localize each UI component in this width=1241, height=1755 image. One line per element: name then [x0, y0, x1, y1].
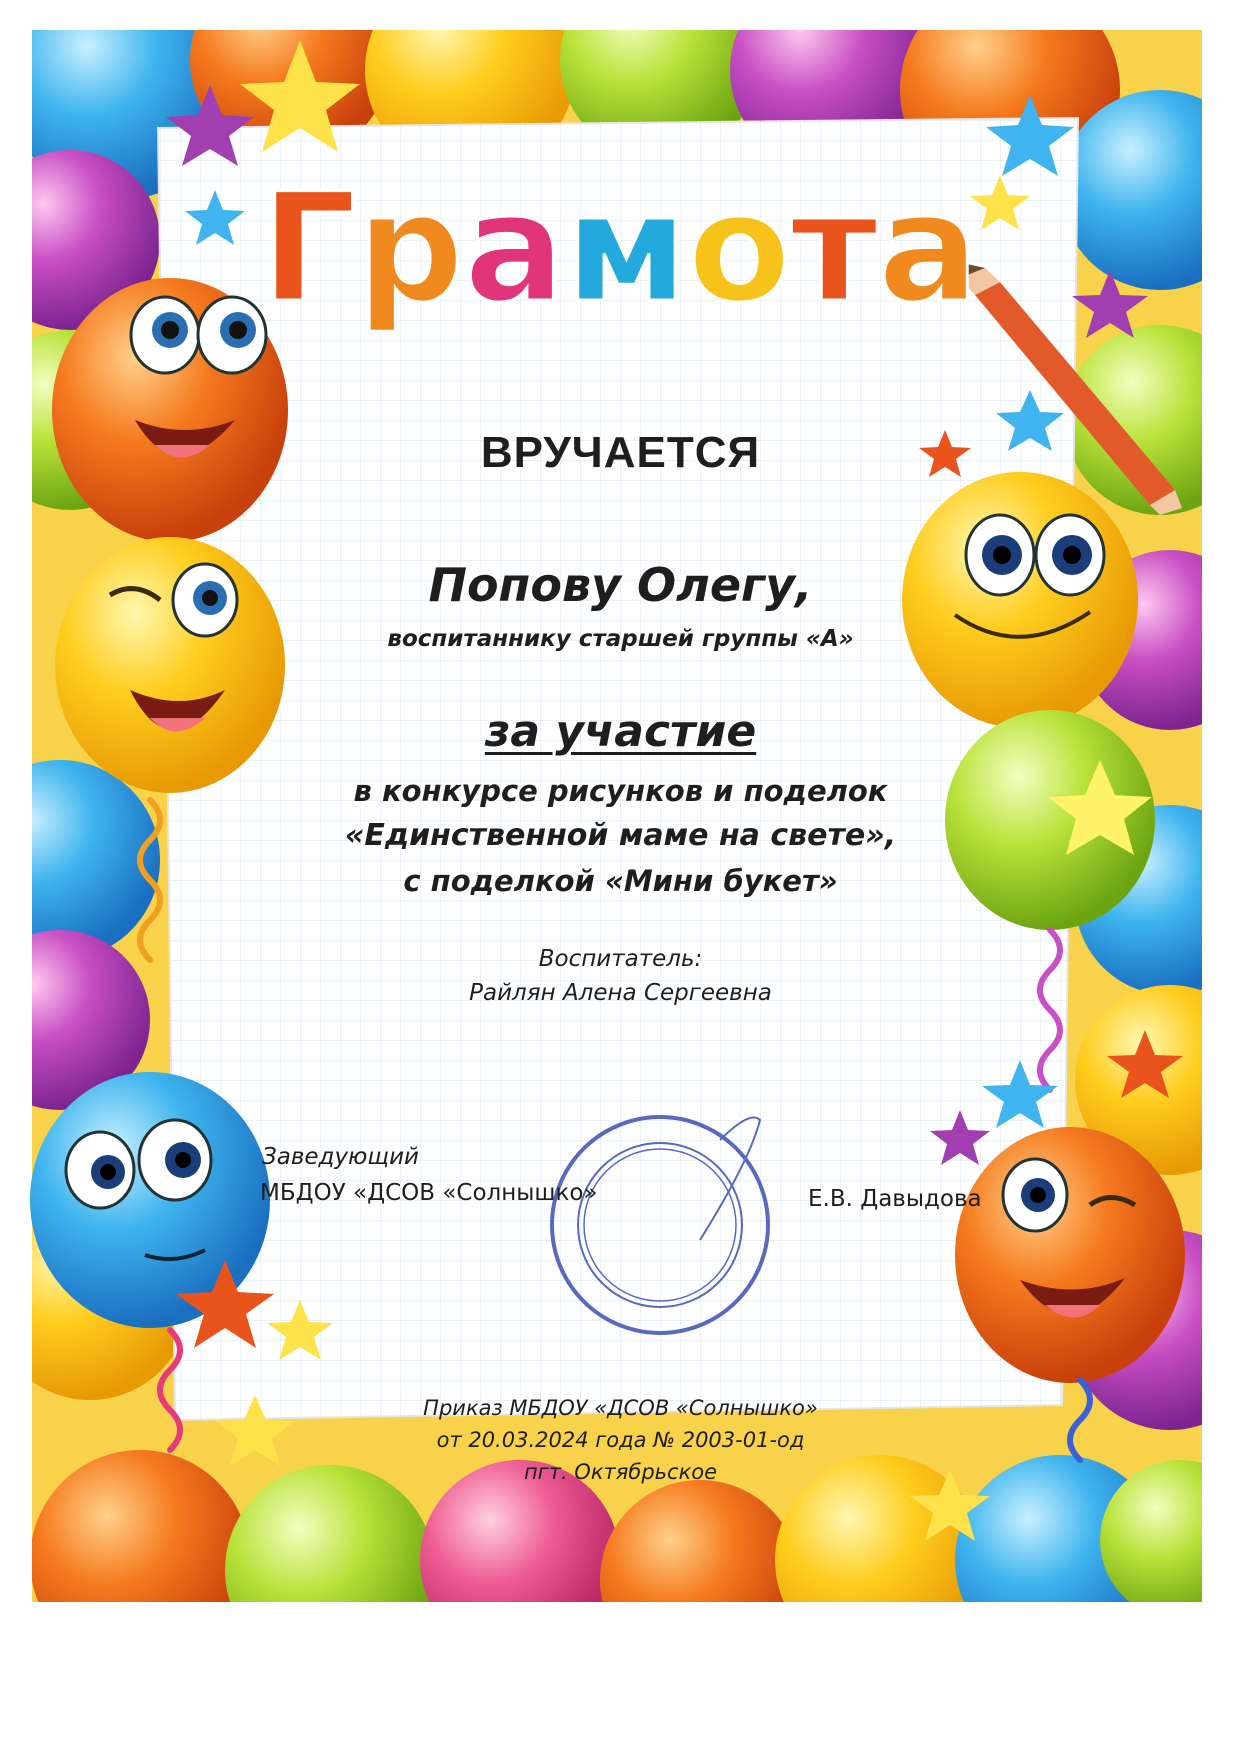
title-letter: а: [463, 162, 566, 336]
order-line-1: Приказ МБДОУ «ДСОВ «Солнышко»: [423, 1396, 818, 1420]
head-title: Заведующий: [262, 1144, 419, 1170]
title-letter: о: [687, 162, 791, 336]
head-organization: МБДОУ «ДСОВ «Солнышко»: [260, 1180, 598, 1206]
title-letter: р: [356, 162, 464, 336]
title-letter: т: [790, 162, 878, 336]
recipient-description: воспитаннику старшей группы «А»: [387, 626, 854, 652]
teacher-label: Воспитатель:: [538, 946, 703, 972]
title-letter: Г: [260, 162, 357, 336]
head-signature-name: Е.В. Давыдова: [808, 1186, 982, 1212]
awarded-heading: ВРУЧАЕТСЯ: [480, 428, 761, 477]
teacher-name: Райлян Алена Сергеевна: [469, 980, 772, 1006]
recipient-name: Попову Олегу,: [428, 558, 813, 612]
title-letter: м: [565, 162, 688, 336]
order-line-3: пгт. Октябрьское: [523, 1460, 718, 1484]
contest-line-2: «Единственной маме на свете»,: [344, 818, 897, 853]
award-reason: за участие: [484, 706, 757, 757]
title-text: [261, 162, 979, 336]
contest-line-3: с поделкой «Мини букет»: [403, 864, 838, 898]
contest-line-1: в конкурсе рисунков и поделок: [353, 774, 888, 808]
order-line-2: от 20.03.2024 года № 2003-01-од: [436, 1428, 805, 1452]
title-letter: а: [877, 162, 980, 336]
